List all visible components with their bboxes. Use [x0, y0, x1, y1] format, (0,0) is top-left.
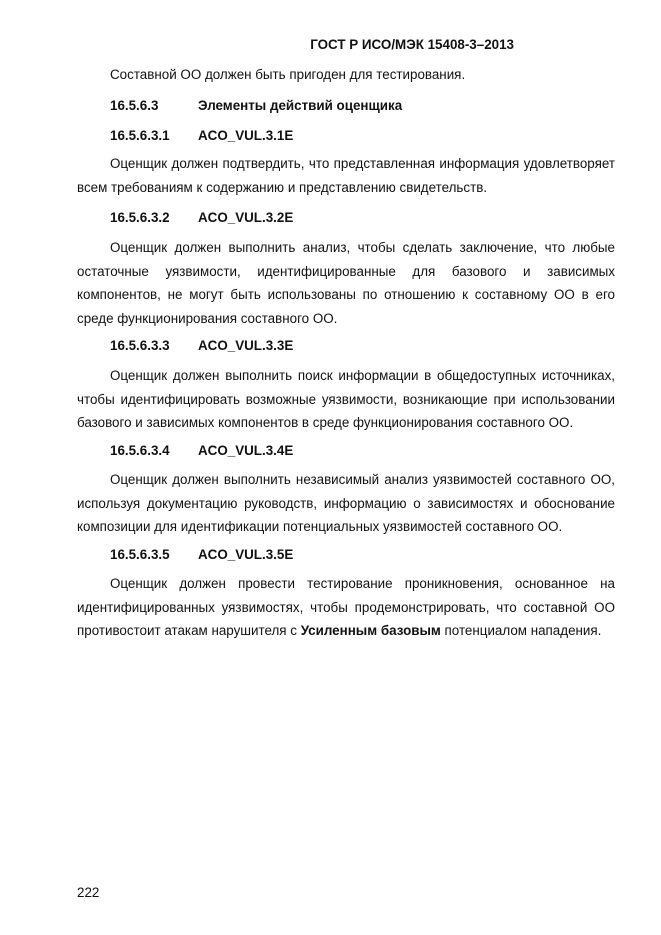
- item-code: ACO_VUL.3.2E: [198, 210, 294, 225]
- item-number: 16.5.6.3.5: [110, 547, 170, 562]
- section-number: 16.5.6.3: [110, 98, 159, 113]
- section-title: Элементы действий оценщика: [198, 98, 403, 113]
- item-text-5: [77, 572, 615, 643]
- item-code: ACO_VUL.3.4E: [198, 443, 294, 458]
- item-text-1: Оценщик должен подтвердить, что представленная информация удовлетворяет всем требованиям к содержанию и представлению свидетельств.: [77, 156, 615, 195]
- item-heading-2: [110, 210, 293, 225]
- item-heading-4: [110, 443, 293, 458]
- intro-paragraph: Составной ОО должен быть пригоден для тестирования.: [110, 67, 466, 82]
- item-text-3: Оценщик должен выполнить поиск информации в общедоступных источниках, чтобы идентифицировать возможные уязвимости, возникающие при использовании базового и зависимых компонентов в среде функционирования составного ОО.: [77, 368, 615, 430]
- item-text-before: Оценщик должен провести тестирование проникновения, основанное на идентифицированных уязвимостях, чтобы продемонстрировать, что составной ОО противостоит атакам нарушителя с: [77, 576, 615, 638]
- document-header: ГОСТ Р ИСО/МЭК 15408-3–2013: [310, 37, 514, 52]
- item-number: 16.5.6.3.4: [110, 443, 170, 458]
- section-heading: [110, 98, 402, 113]
- item-number: 16.5.6.3.1: [110, 128, 170, 143]
- item-heading-1: [110, 128, 293, 143]
- item-code: ACO_VUL.3.3E: [198, 338, 294, 353]
- item-number: 16.5.6.3.3: [110, 338, 170, 353]
- item-number: 16.5.6.3.2: [110, 210, 170, 225]
- page-number: 222: [77, 885, 100, 900]
- item-text-after: потенциалом нападения.: [440, 623, 602, 638]
- item-code: ACO_VUL.3.5E: [198, 547, 294, 562]
- item-text-4: Оценщик должен выполнить независимый анализ уязвимостей составного ОО, используя документацию руководств, информацию о зависимостях и обоснование композиции для идентификации потенциальных уязвимостей составного ОО.: [77, 472, 615, 534]
- item-heading-3: [110, 338, 293, 353]
- item-code: ACO_VUL.3.1E: [198, 128, 294, 143]
- item-text-bold: Усиленным базовым: [300, 623, 441, 638]
- item-text-2: Оценщик должен выполнить анализ, чтобы сделать заключение, что любые остаточные уязвимости, идентифицированные для базового и зависимых компонентов, не могут быть использованы по отношению к составному ОО в его среде функционирования составного ОО.: [77, 240, 615, 326]
- item-heading-5: [110, 547, 293, 562]
